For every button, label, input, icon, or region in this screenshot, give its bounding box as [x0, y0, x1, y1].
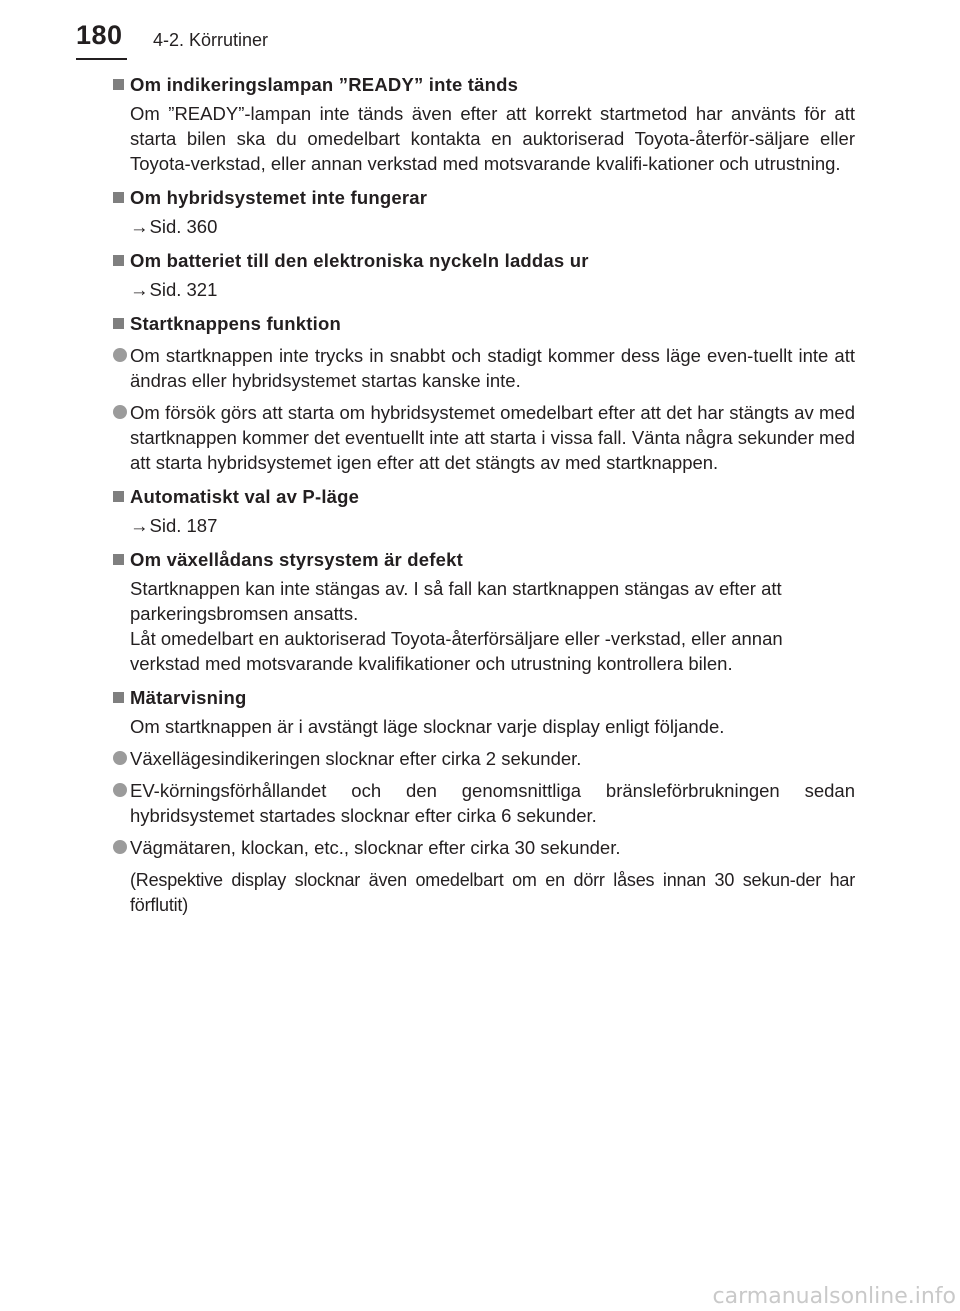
round-bullet-icon [113, 405, 127, 419]
heading-text: Om växellådans styrsystem är defekt [130, 549, 463, 570]
heading-text: Om indikeringslampan ”READY” inte tänds [130, 74, 519, 95]
square-bullet-icon [113, 554, 124, 565]
paragraph: Om startknappen är i avstängt läge slocknar varje display enligt följande. [130, 716, 725, 737]
square-bullet-icon [113, 255, 124, 266]
square-bullet-icon [113, 318, 124, 329]
heading-text: Om hybridsystemet inte fungerar [130, 187, 428, 208]
list-item-text: Vägmätaren, klockan, etc., slocknar efter cirka 30 sekunder. [130, 837, 621, 858]
list-item-text: Om startknappen inte trycks in snabbt och stadigt kommer dess läge even-tuellt inte att ändras eller hybridsystemet startas kanske inte. [130, 345, 855, 391]
section-heading [113, 547, 855, 572]
reference-link[interactable]: Sid. 321 [149, 279, 218, 300]
section-heading [113, 72, 855, 97]
page-reference [113, 513, 855, 538]
page-header [0, 0, 960, 60]
paragraph-line: Startknappen kan inte stängas av. I så fall kan startknappen stängas av efter att parkeringsbromsen ansatts. [130, 578, 782, 624]
square-bullet-icon [113, 79, 124, 90]
page-content [113, 72, 855, 918]
list-item [113, 746, 855, 771]
paragraph [113, 576, 855, 676]
reference-link[interactable]: Sid. 360 [149, 216, 218, 237]
page-reference [113, 214, 855, 239]
heading-text: Mätarvisning [130, 687, 247, 708]
round-bullet-icon [113, 783, 127, 797]
paragraph: Om ”READY”-lampan inte tänds även efter att korrekt startmetod har använts för att starta bilen ska du omedelbart kontakta en auktoriserad Toyota-återför-säljare eller Toyota-verkstad, eller annan verkstad med motsvarande kvalifi-kationer och utrustning. [130, 103, 855, 174]
page-number: 180 [76, 20, 123, 50]
round-bullet-icon [113, 840, 127, 854]
square-bullet-icon [113, 692, 124, 703]
round-bullet-icon [113, 348, 127, 362]
arrow-right-icon: → [130, 515, 149, 536]
watermark: carmanualsonline.info [712, 1284, 956, 1309]
heading-text: Startknappens funktion [130, 313, 341, 334]
list-item [113, 835, 855, 860]
reference-link[interactable]: Sid. 187 [149, 515, 218, 536]
list-item-text: Om försök görs att starta om hybridsystemet omedelbart efter att det har stängts av med startknappen kommer det eventuellt inte att starta i vissa fall. Vänta några sekunder med att starta hybridsystemet igen efter att det stängts av med startknappen. [130, 402, 855, 473]
section-heading [113, 685, 855, 710]
arrow-right-icon: → [130, 279, 149, 300]
section-title: 4-2. Körrutiner [153, 30, 269, 50]
heading-text: Automatiskt val av P-läge [130, 486, 360, 507]
square-bullet-icon [113, 192, 124, 203]
section-heading [113, 311, 855, 336]
list-item [113, 778, 855, 828]
page-reference [113, 277, 855, 302]
list-item-text: EV-körningsförhållandet och den genomsnittliga bränsleförbrukningen sedan hybridsystemet startades slocknar efter cirka 6 sekunder. [130, 780, 855, 826]
arrow-right-icon: → [130, 216, 149, 237]
footnote: (Respektive display slocknar även omedelbart om en dörr låses innan 30 sekun-der har förflutit) [130, 870, 855, 915]
heading-text: Om batteriet till den elektroniska nyckeln laddas ur [130, 250, 589, 271]
section-heading [113, 185, 855, 210]
list-item [113, 400, 855, 475]
section-heading [113, 248, 855, 273]
paragraph-line: Låt omedelbart en auktoriserad Toyota-återförsäljare eller -verkstad, eller annan verkstad med motsvarande kvalifikationer och utrustning kontrollera bilen. [130, 628, 783, 674]
square-bullet-icon [113, 491, 124, 502]
header-rule [76, 58, 127, 60]
list-item [113, 343, 855, 393]
section-heading [113, 484, 855, 509]
list-item-text: Växellägesindikeringen slocknar efter cirka 2 sekunder. [130, 748, 582, 769]
round-bullet-icon [113, 751, 127, 765]
